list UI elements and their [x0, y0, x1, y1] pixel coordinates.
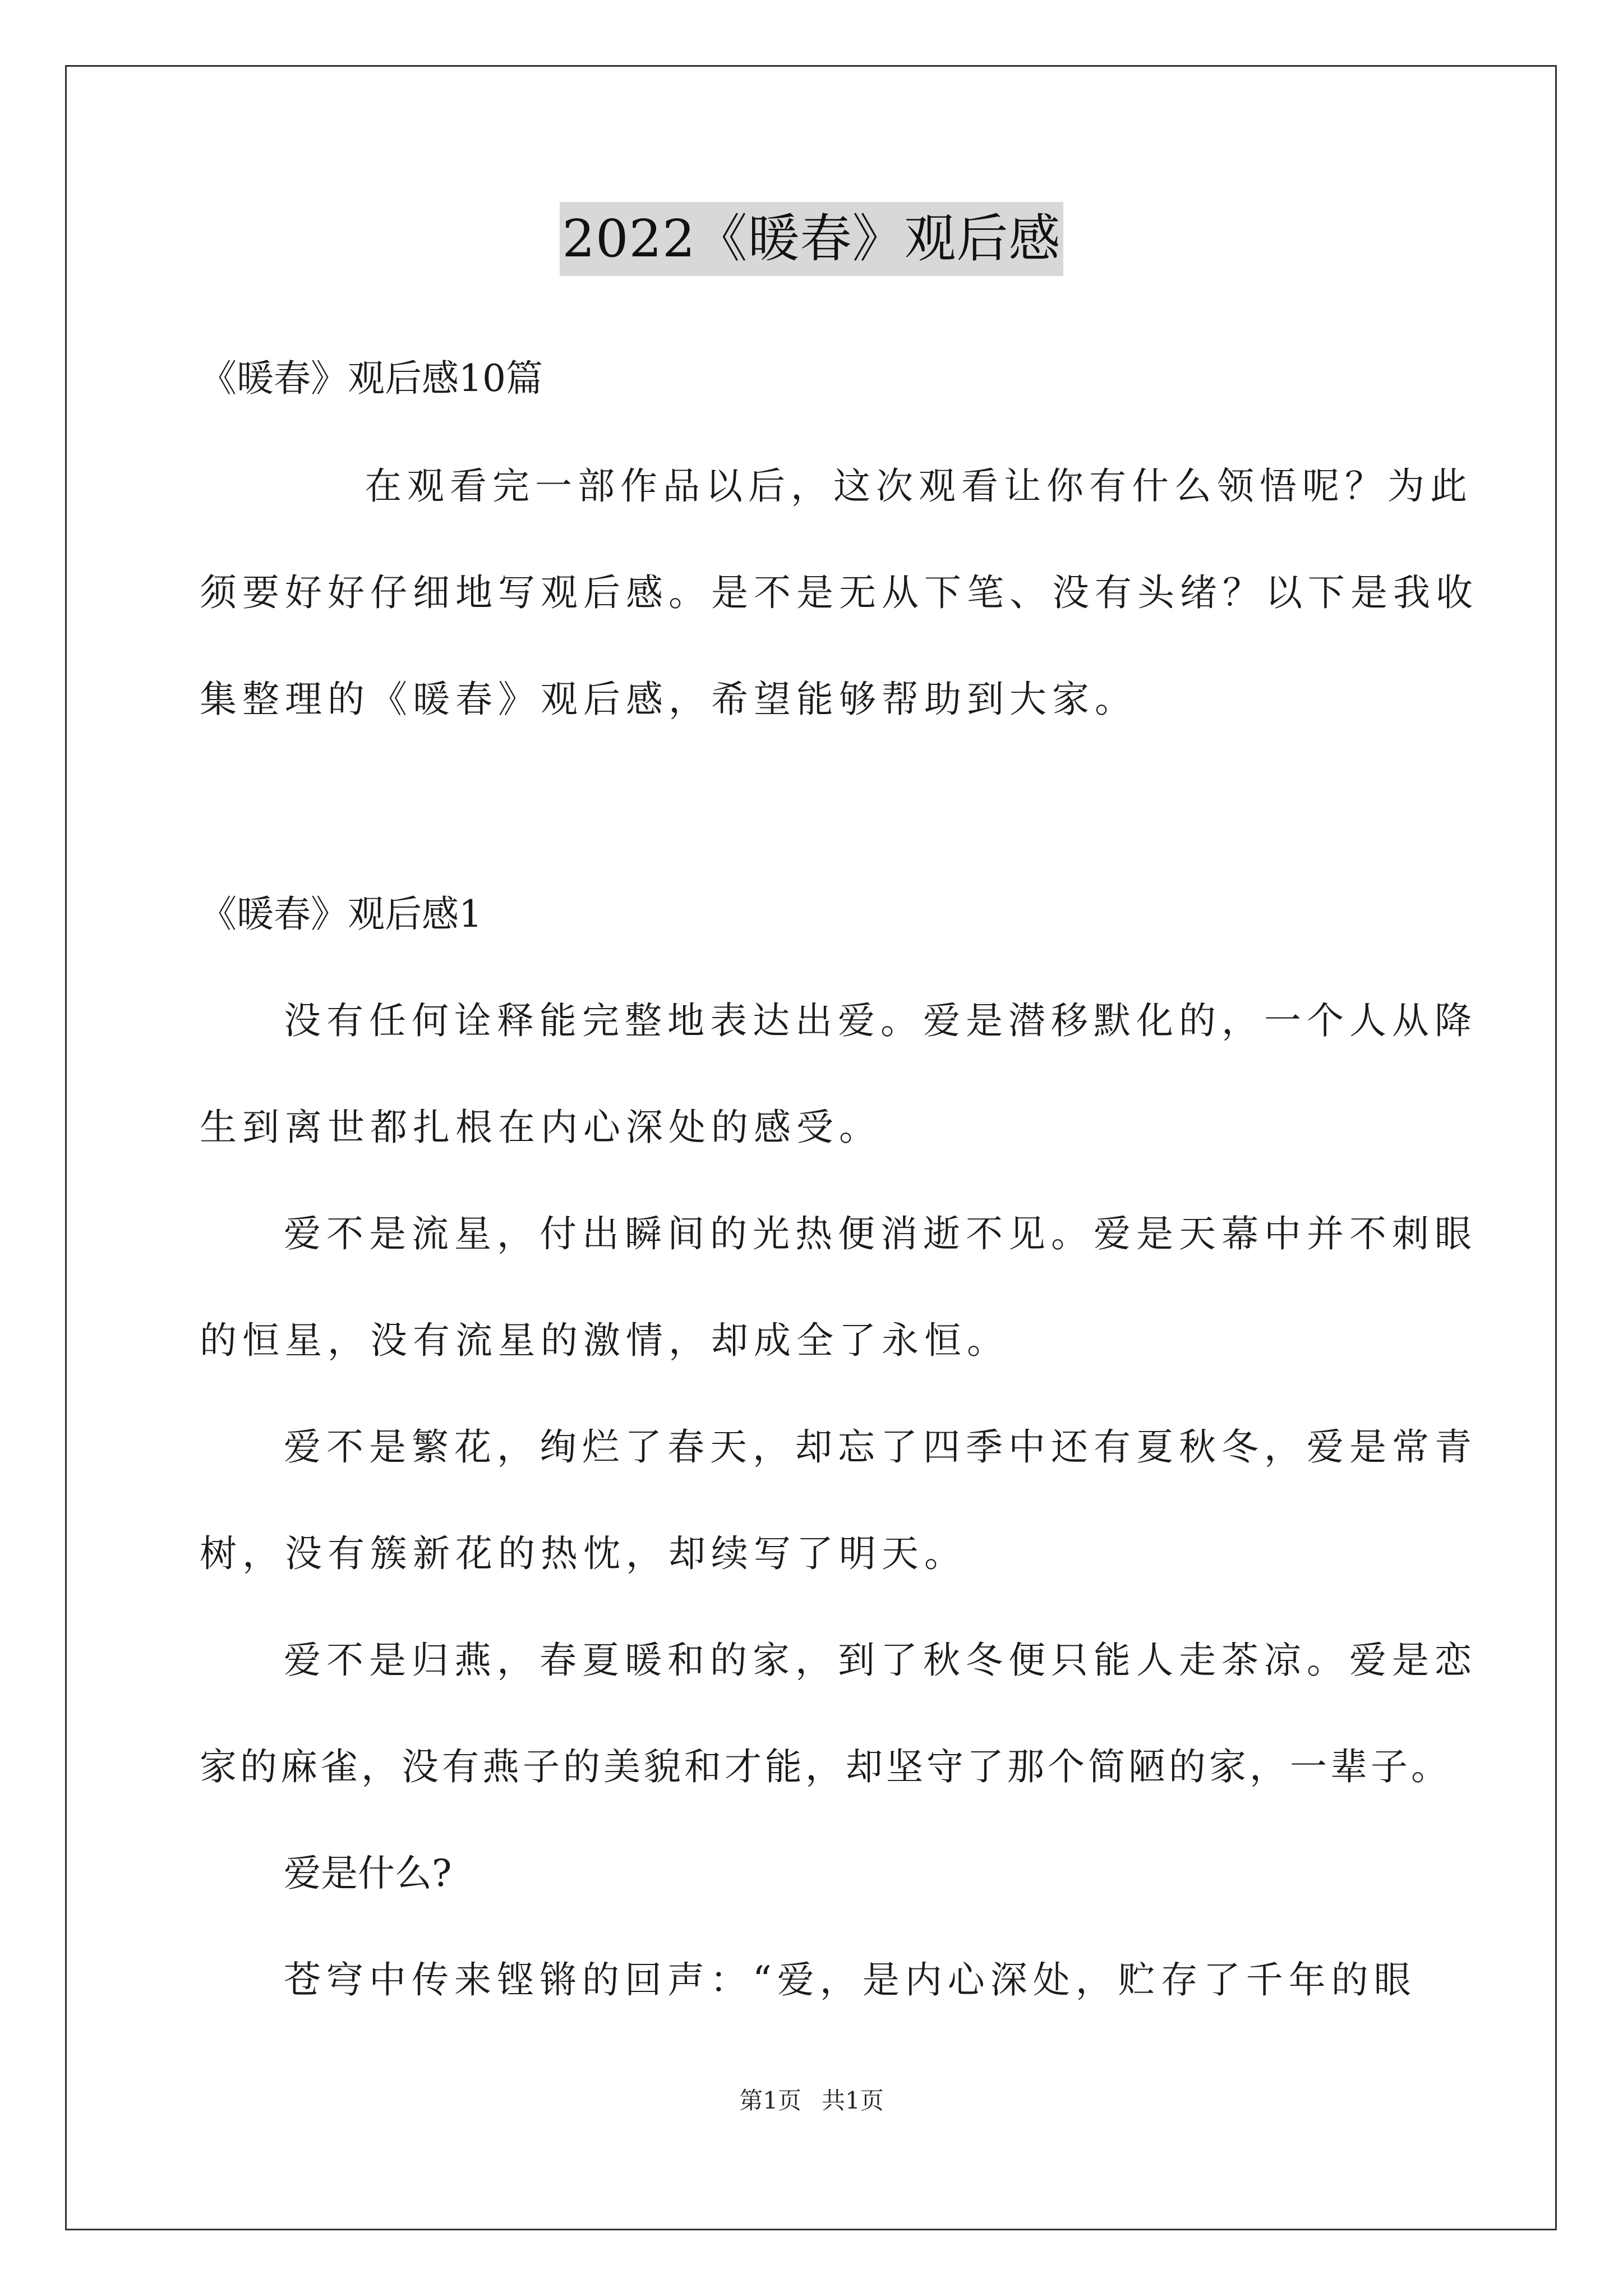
body-line-2: 生到离世都扎根在内心深处的感受。: [200, 1106, 882, 1149]
subtitle: 《暖春》观后感10篇: [200, 357, 543, 400]
body-line-5: 爱不是繁花，绚烂了春天，却忘了四季中还有夏秋冬，爱是常青: [284, 1425, 1477, 1469]
page-title: 2022《暖春》观后感: [560, 202, 1063, 276]
body-line-8: 家的麻雀，没有燕子的美貌和才能，却坚守了那个简陋的家，一辈子。: [200, 1745, 1451, 1788]
body-line-9: 爱是什么?: [284, 1852, 452, 1895]
body-line-1: 没有任何诠释能完整地表达出爱。爱是潜移默化的，一个人从降: [284, 999, 1477, 1042]
intro-line-3: 集整理的《暖春》观后感，希望能够帮助到大家。: [200, 678, 1137, 721]
intro-line-2: 须要好好仔细地写观后感。是不是无从下笔、没有头绪？以下是我收: [200, 571, 1478, 614]
page-number: 第1页: [739, 2087, 801, 2114]
body-line-7: 爱不是归燕，春夏暖和的家，到了秋冬便只能人走茶凉。爱是恋: [284, 1639, 1477, 1682]
body-line-6: 树，没有簇新花的热忱，却续写了明天。: [200, 1532, 967, 1575]
intro-line-1: 在观看完一部作品以后，这次观看让你有什么领悟呢？为此: [365, 464, 1473, 508]
body-line-4: 的恒星，没有流星的激情，却成全了永恒。: [200, 1319, 1009, 1362]
title-container: [0, 202, 1623, 276]
section-heading: 《暖春》观后感1: [200, 892, 482, 936]
page-total: 共1页: [822, 2087, 884, 2114]
body-line-3: 爱不是流星，付出瞬间的光热便消逝不见。爱是天幕中并不刺眼: [284, 1212, 1477, 1255]
body-line-10: 苍穹中传来铿锵的回声：“爱，是内心深处，贮存了千年的眼: [284, 1958, 1417, 2001]
page-footer: [0, 2084, 1623, 2118]
